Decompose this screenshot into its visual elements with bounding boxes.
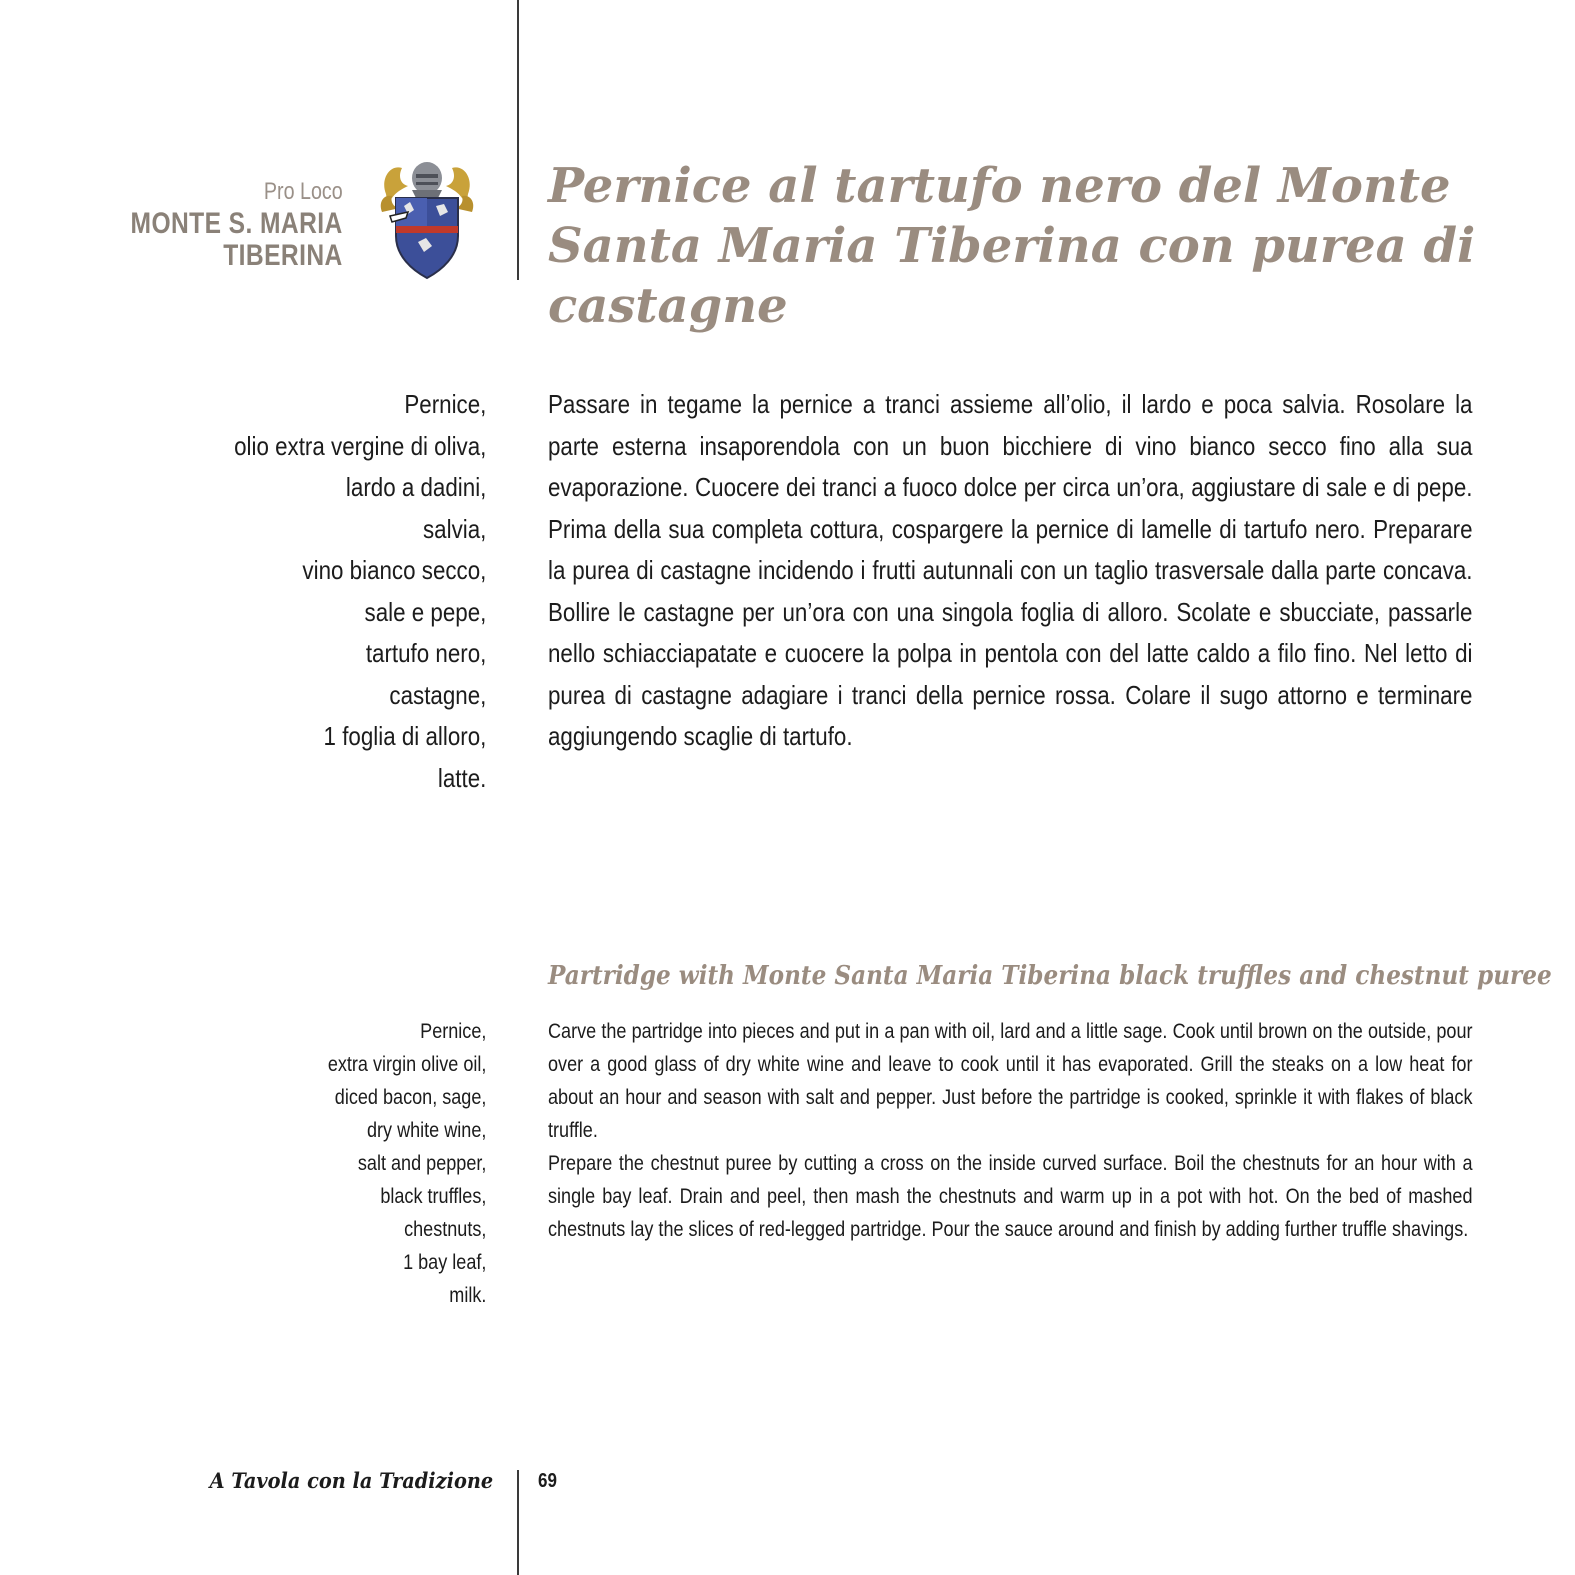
ingredient-item: extra virgin olive oil, xyxy=(327,1053,486,1076)
ingredient-item: diced bacon, sage, xyxy=(334,1086,486,1109)
column-divider-bottom xyxy=(517,1470,519,1575)
column-divider-top xyxy=(517,0,519,280)
ingredient-item: 1 bay leaf, xyxy=(402,1251,486,1274)
ingredient-item: dry white wine, xyxy=(366,1119,486,1142)
coat-of-arms-icon xyxy=(378,154,476,280)
ingredient-item: Pernice, xyxy=(419,1020,486,1043)
ingredient-item: vino bianco secco, xyxy=(302,555,486,585)
ingredient-item: chestnuts, xyxy=(403,1218,486,1241)
pro-loco-label: Pro Loco xyxy=(264,178,343,205)
italian-method-text xyxy=(548,384,1473,758)
town-name-line1: MONTE S. MARIA xyxy=(130,207,343,240)
english-ingredients-list xyxy=(327,1015,486,1312)
ingredient-item: sale e pepe, xyxy=(364,596,486,627)
ingredient-item: salt and pepper, xyxy=(357,1152,486,1175)
ingredient-item: olio extra vergine di oliva, xyxy=(233,430,486,461)
ingredient-item: latte. xyxy=(437,762,486,793)
ingredient-item: milk. xyxy=(448,1284,486,1307)
italian-method-paragraph: Passare in tegame la pernice a tranci assieme all’olio, il lardo e poca salvia. Rosolare la parte esterna insaporendola con un buon bicchiere di vino bianco secco fino alla sua evaporazione. Cuocere dei tranci a fuoco dolce per circa un’ora, aggiustare di sale e di pepe. Prima della sua completa cottura, cospargere la pernice di lamelle di tartufo nero. Preparare la purea di castagne incidendo i frutti autunnali con un taglio trasversale dalla parte concava. Bollire le castagne per un’ora con una singola foglia di alloro. Scolate e sbucciate, passarle nello schiacciapatate e cuocere la polpa in pentola con del latte caldo a filo fino. Nel letto di purea di castagne adagiare i tranci della pernice rossa. Colare il sugo attorno e terminare aggiungendo scaglie di tartufo. xyxy=(548,389,1473,751)
pro-loco-heading xyxy=(131,176,343,272)
ingredient-item: castagne, xyxy=(389,679,486,710)
page-number: 69 xyxy=(538,1470,557,1492)
english-method-paragraph-2: Prepare the chestnut puree by cutting a cross on the inside curved surface. Boil the chestnuts for an hour with a single bay leaf. Drain and peel, then mash the chestnuts and warm up in a pot with hot. On the bed of mashed chestnuts lay the slices of red-legged partridge. Pour the sauce around and finish by adding further truffle shavings. xyxy=(548,1152,1473,1241)
ingredient-item: salvia, xyxy=(422,513,486,544)
ingredient-item: Pernice, xyxy=(403,389,486,419)
ingredient-item: 1 foglia di alloro, xyxy=(323,721,486,751)
english-method-text xyxy=(548,1015,1473,1246)
ingredient-item: black truffles, xyxy=(379,1185,486,1208)
town-name-line2: TIBERINA xyxy=(223,239,343,272)
italian-recipe-title: Pernice al tartufo nero del Monte Santa Maria Tiberina con purea di castagne xyxy=(548,158,1476,334)
english-method-paragraph-1: Carve the partridge into pieces and put in a pan with oil, lard and a little sage. Cook until brown on the outside, pour over a good glass of dry white wine and leave to cook until it has evaporated. Grill the steaks on a low heat for about an hour and season with salt and pepper. Just before the partridge is cooked, sprinkle it with flakes of black truffle. xyxy=(548,1020,1473,1142)
ingredient-item: lardo a dadini, xyxy=(345,472,486,502)
italian-ingredients-list xyxy=(234,384,486,799)
footer-book-title: A Tavola con la Tradizione xyxy=(209,1468,493,1493)
english-recipe-title: Partridge with Monte Santa Maria Tiberina black truffles and chestnut puree xyxy=(548,961,1552,991)
ingredient-item: tartufo nero, xyxy=(365,638,486,668)
